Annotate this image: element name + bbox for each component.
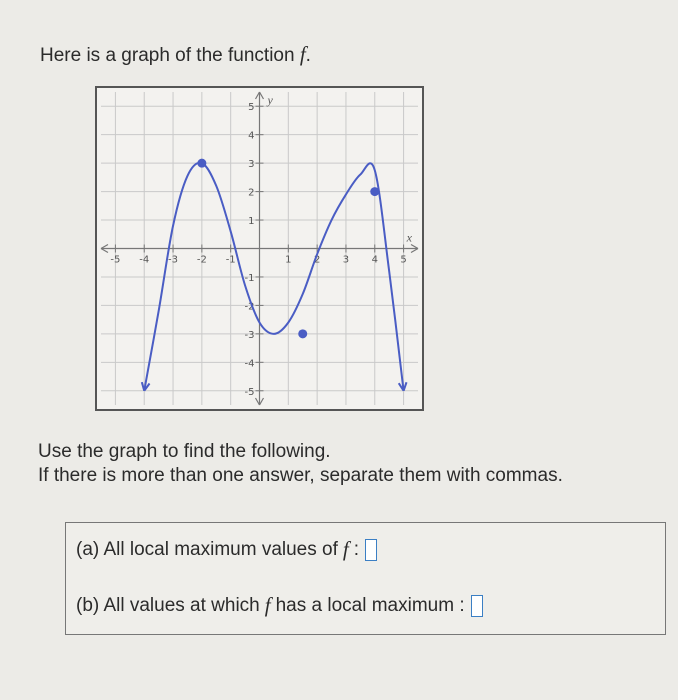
y-tick-label: -5 <box>244 386 255 398</box>
question-b <box>76 593 483 618</box>
extremum-point <box>197 159 206 168</box>
x-tick-label: 1 <box>285 254 292 266</box>
local-max-values-input[interactable] <box>365 539 377 561</box>
y-tick-label: 2 <box>248 187 255 199</box>
local-max-locations-input[interactable] <box>471 595 483 617</box>
intro-prefix: Here is a graph of the function <box>40 45 300 66</box>
y-tick-label: -3 <box>244 329 255 341</box>
function-graph <box>95 86 424 411</box>
question-a-label: (a) All local maximum values of <box>76 538 338 560</box>
question-b-label: (b) All values at which <box>76 594 260 616</box>
x-tick-label: -3 <box>168 254 179 266</box>
tick-labels <box>110 93 412 398</box>
x-tick-label: -2 <box>196 254 207 266</box>
question-b-function: f <box>264 593 271 617</box>
x-tick-label: 4 <box>371 254 378 266</box>
graph-svg <box>97 88 422 409</box>
x-axis-label: x <box>406 230 412 245</box>
question-a <box>76 537 377 562</box>
question-a-suffix: : <box>353 538 359 560</box>
x-tick-label: 3 <box>342 254 350 266</box>
x-tick-label: -4 <box>139 254 150 266</box>
instructions <box>38 440 563 488</box>
instructions-line-2: If there is more than one answer, separate them with commas. <box>38 465 563 486</box>
extremum-point <box>370 187 379 196</box>
axes <box>101 92 418 405</box>
x-tick-label: 5 <box>400 254 407 266</box>
y-tick-label: 4 <box>248 130 255 142</box>
function-name: f <box>299 42 306 66</box>
intro-text <box>40 42 311 67</box>
question-b-suffix: has a local maximum : <box>275 594 465 616</box>
y-tick-label: 5 <box>248 102 255 114</box>
x-tick-label: -5 <box>110 254 121 266</box>
question-a-function: f <box>342 537 349 561</box>
y-axis-label: y <box>267 93 273 107</box>
intro-suffix: . <box>305 45 311 66</box>
extremum-point <box>298 329 307 338</box>
x-tick-label: 2 <box>313 254 321 266</box>
x-tick-label: -1 <box>225 254 236 266</box>
answer-panel <box>65 522 666 635</box>
instructions-line-1: Use the graph to find the following. <box>38 441 331 462</box>
y-tick-label: 1 <box>248 216 255 228</box>
y-tick-label: -1 <box>244 272 255 284</box>
y-tick-label: -2 <box>244 301 255 313</box>
y-tick-label: 3 <box>248 159 255 171</box>
y-tick-label: -4 <box>244 358 255 370</box>
